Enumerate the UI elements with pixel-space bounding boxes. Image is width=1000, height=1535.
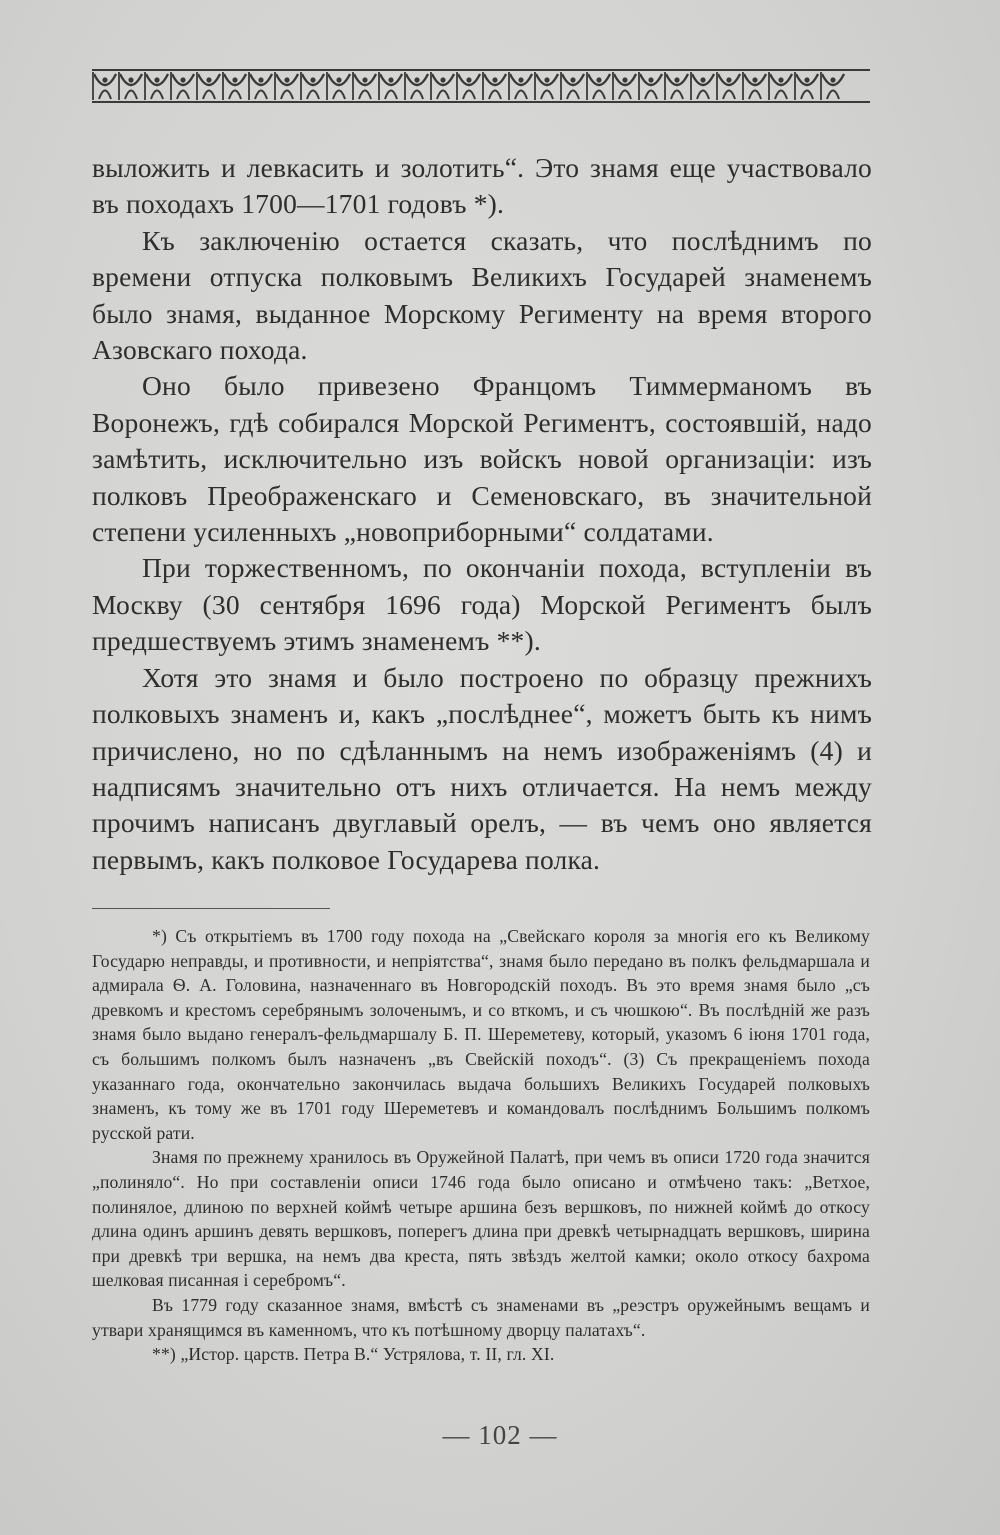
- body-paragraph-5: Хотя это знамя и было построено по образцу прежнихъ полковыхъ знаменъ и, какъ „послѣднее“, можетъ быть къ нимъ причислено, но по сдѣланнымъ на немъ изображеніямъ (4) и надписямъ значительно отъ нихъ отличается. На немъ между прочимъ написанъ двуглавый орелъ, — въ чемъ оно является первымъ, какъ полковое Государева полка.: [92, 661, 872, 875]
- body-paragraph-4: При торжественномъ, по окончаніи похода, вступленіи въ Москву (30 сентября 1696 года) Морской Региментъ былъ предшествуемъ этимъ знаменемъ **).: [92, 552, 872, 657]
- body-paragraph-1: выложить и левкасить и золотить“. Это знамя еще участвовало въ походахъ 1700—1701 годовъ *).: [92, 152, 872, 220]
- footnotes: [92, 924, 870, 1367]
- footnote-3: Въ 1779 году сказанное знамя, вмѣстѣ съ знаменами въ „реэстръ оружейнымъ вещамъ и утвари хранящимся въ каменномъ, что къ потѣшному дворцу палатахъ“.: [92, 1294, 870, 1340]
- footnote-1: *) Съ открытіемъ въ 1700 году похода на „Свейскаго короля за многія его къ Великому Государю неправды, и противности, и непріятства“, знамя было передано въ полкъ фельдмаршала и адмирала Ѳ. А. Головина, назначеннаго въ Новгородскій походъ. Въ это время знамя было „съ древкомъ и крестомъ серебрянымъ золоченымъ, и со вткомъ, и съ чюшкою“. Въ послѣдній же разъ знамя было выдано генералъ-фельдмаршалу Б. П. Шереметеву, который, указомъ 6 іюня 1701 года, съ большимъ полкомъ былъ назначенъ „въ Свейскій походъ“. (3) Съ прекращеніемъ похода указаннаго года, окончательно закончилась выдача большихъ Великихъ Государей полковыхъ знаменъ, къ тому же въ 1701 году Шереметевъ и командовалъ послѣднимъ Большимъ полкомъ русской рати.: [92, 926, 870, 1143]
- footnote-4: **) „Истор. царств. Петра В.“ Устрялова, т. II, гл. XI.: [152, 1344, 555, 1365]
- body-paragraph-2: Къ заключенію остается сказать, что послѣднимъ по времени отпуска полковымъ Великихъ Государей знаменемъ было знамя, выданное Морскому Регименту на время второго Азовскаго похода.: [92, 224, 872, 366]
- footnote-divider: [92, 908, 330, 909]
- page-number: — 102 —: [442, 1420, 558, 1450]
- main-text: [92, 150, 872, 878]
- header-ornament: [92, 66, 870, 106]
- body-paragraph-3: Оно было привезено Францомъ Тиммерманомъ въ Воронежъ, гдѣ собирался Морской Региментъ, состоявшій, надо замѣтить, исключительно изъ войскъ новой организаціи: изъ полковъ Преображенскаго и Семеновскаго, въ значительной степени усиленныхъ „новоприборными“ солдатами.: [92, 370, 872, 548]
- ornament-border-image: [92, 66, 870, 106]
- footnote-2: Знамя по прежнему хранилось въ Оружейной Палатѣ, при чемъ въ описи 1720 года значится „полиняло“. Но при составленіи описи 1746 года было описано и отмѣчено такъ: „Ветхое, полинялое, длиною по верхней коймѣ четыре аршина безъ вершковъ, по нижней коймѣ до откосу длина одинъ аршинъ девять вершковъ, поперегъ длина при древкѣ четырнадцать вершковъ, ширина при древкѣ три вершка, на немъ два креста, пять звѣздъ желтой камки; около откосу бахрома шелковая писанная і серебромъ“.: [92, 1147, 870, 1291]
